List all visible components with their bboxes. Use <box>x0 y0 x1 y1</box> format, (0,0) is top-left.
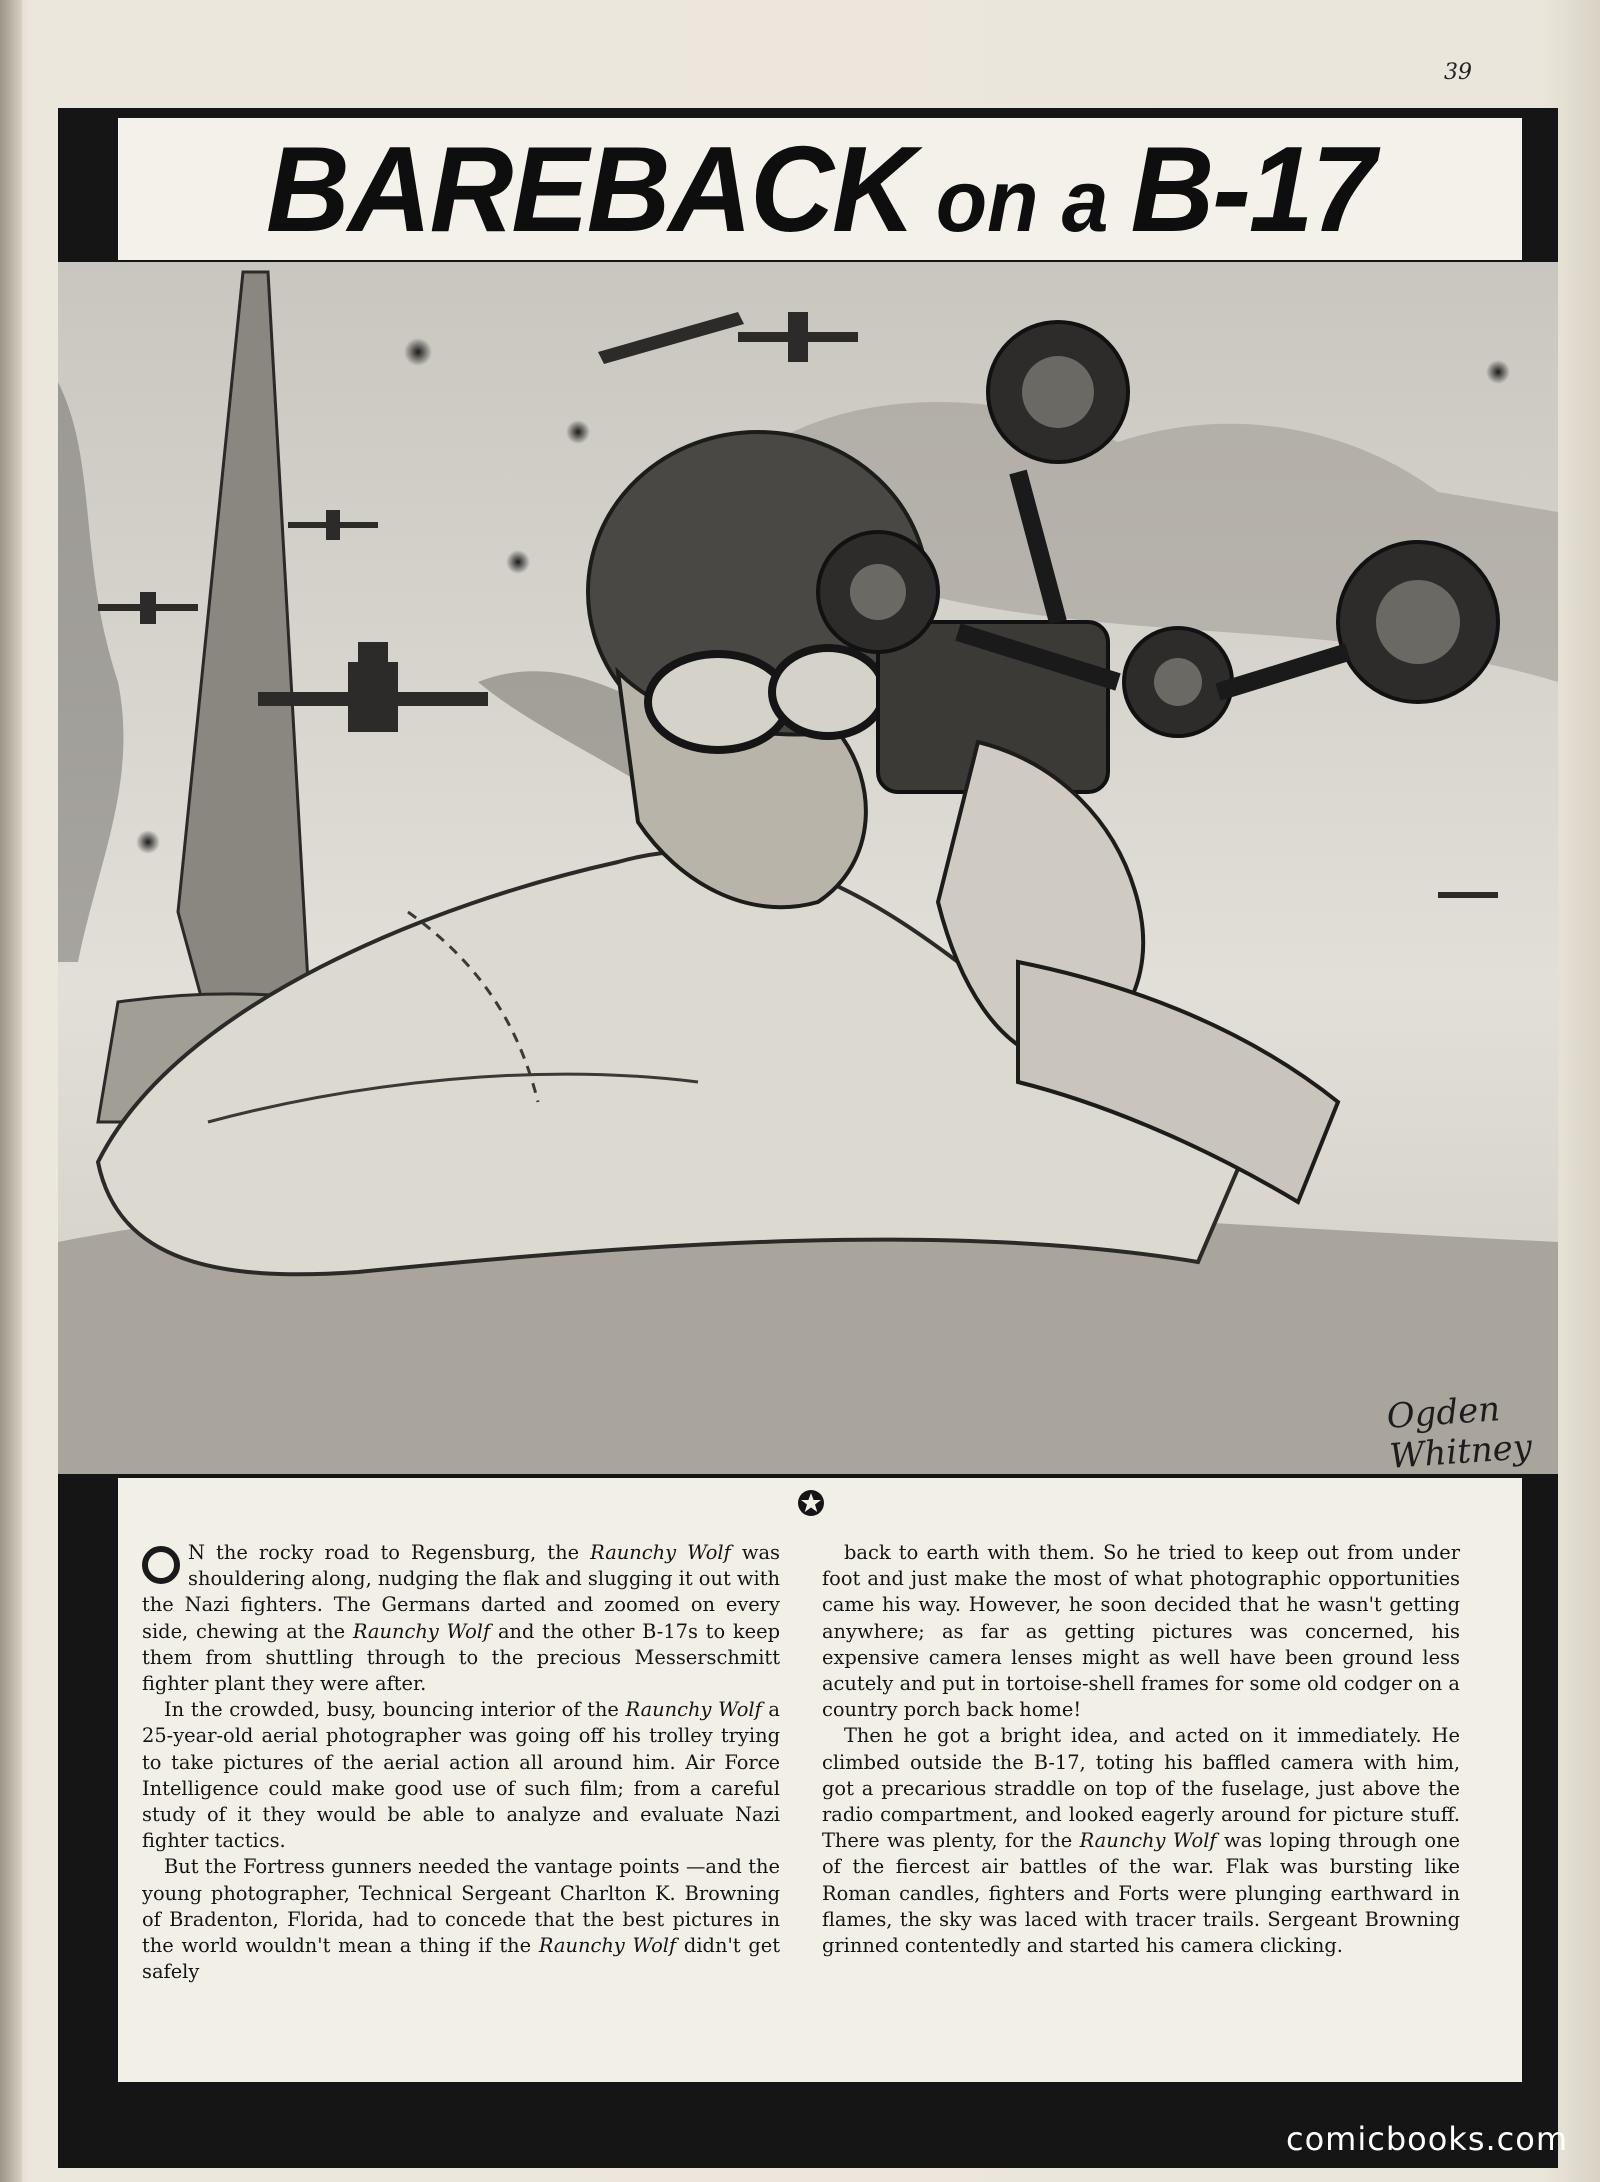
illustration-image <box>58 262 1558 1474</box>
article-paragraph <box>142 1697 780 1854</box>
ship-name: Raunchy Wolf <box>590 1541 731 1564</box>
ship-name: Raunchy Wolf <box>352 1619 491 1643</box>
star-in-circle-icon <box>796 1488 826 1518</box>
watermark: comicbooks.com <box>1286 2120 1569 2158</box>
page-number: 39 <box>1444 60 1472 85</box>
article-title <box>266 119 1374 260</box>
article-paragraph <box>822 1723 1460 1959</box>
text-run: a 25-year-old aerial photographer was going off his trolley trying to take pictures of the aerial action all around him. Air Force Intelligence could make good use of such film; from a careful study of it they would be able to analyze and evaluate Nazi fighter tactics. <box>142 1698 780 1853</box>
text-run: In the crowded, busy, bouncing interior of the <box>164 1698 626 1722</box>
article-paragraph <box>822 1540 1460 1723</box>
text-run: Then he got a bright idea, and acted on it immediately. He climbed outside the B-17, toting his baffled camera with him, got a precarious straddle on top of the fuselage, just above the radio compartment, and looked eagerly around for picture stuff. There was plenty, for the <box>822 1724 1460 1853</box>
text-run: But the Fortress gunners needed the vantage points —and the young photographer, Technical Sergeant Charlton K. Browning of Bradenton, Florida, had to concede that the best pictures in the world wouldn't mean a thing if the <box>142 1855 780 1958</box>
title-box <box>118 118 1522 260</box>
text-run: didn't get safely <box>142 1934 781 1984</box>
text-run: back to earth with them. So he tried to keep out from under foot and just make the most of what photographic opportunities came his way. However, he soon decided that he wasn't getting anywhere; as far as getting pictures was concerned, his expensive camera lenses might as well have been ground less acutely and put in tortoise-shell frames for some old codger on a country porch back home! <box>822 1541 1460 1722</box>
text-run: was loping through one of the fiercest air battles of the war. Flak was bursting like Roman candles, fighters and Forts were plunging earthward in flames, the sky was laced with tracer trails. Sergeant Browning grinned contentedly and started his camera clicking. <box>822 1829 1460 1958</box>
title-end: B-17 <box>1130 120 1374 258</box>
article-column-left <box>142 1540 780 1985</box>
text-run: and the other B-17s to keep them from shuttling through to the precious Messerschmitt fighter plant they were after. <box>142 1619 781 1696</box>
page-spine <box>0 0 22 2182</box>
text-run: N the rocky road to Regensburg, the <box>188 1541 591 1564</box>
title-mid: on a <box>935 151 1109 250</box>
article-column-right <box>822 1540 1460 1959</box>
artist-signature: Ogden Whitney <box>1385 1389 1534 1477</box>
ship-name: Raunchy Wolf <box>1079 1829 1217 1853</box>
drop-cap <box>142 1546 180 1584</box>
ship-name: Raunchy Wolf <box>625 1698 762 1722</box>
ship-name: Raunchy Wolf <box>538 1934 677 1958</box>
article-paragraph <box>142 1854 780 1985</box>
title-main: BAREBACK <box>266 120 914 258</box>
article-paragraph <box>142 1540 780 1697</box>
text-run: was shouldering along, nudging the flak and slugging it out with the Nazi fighters. The Germans darted and zoomed on every side, chewing at the <box>142 1541 781 1643</box>
